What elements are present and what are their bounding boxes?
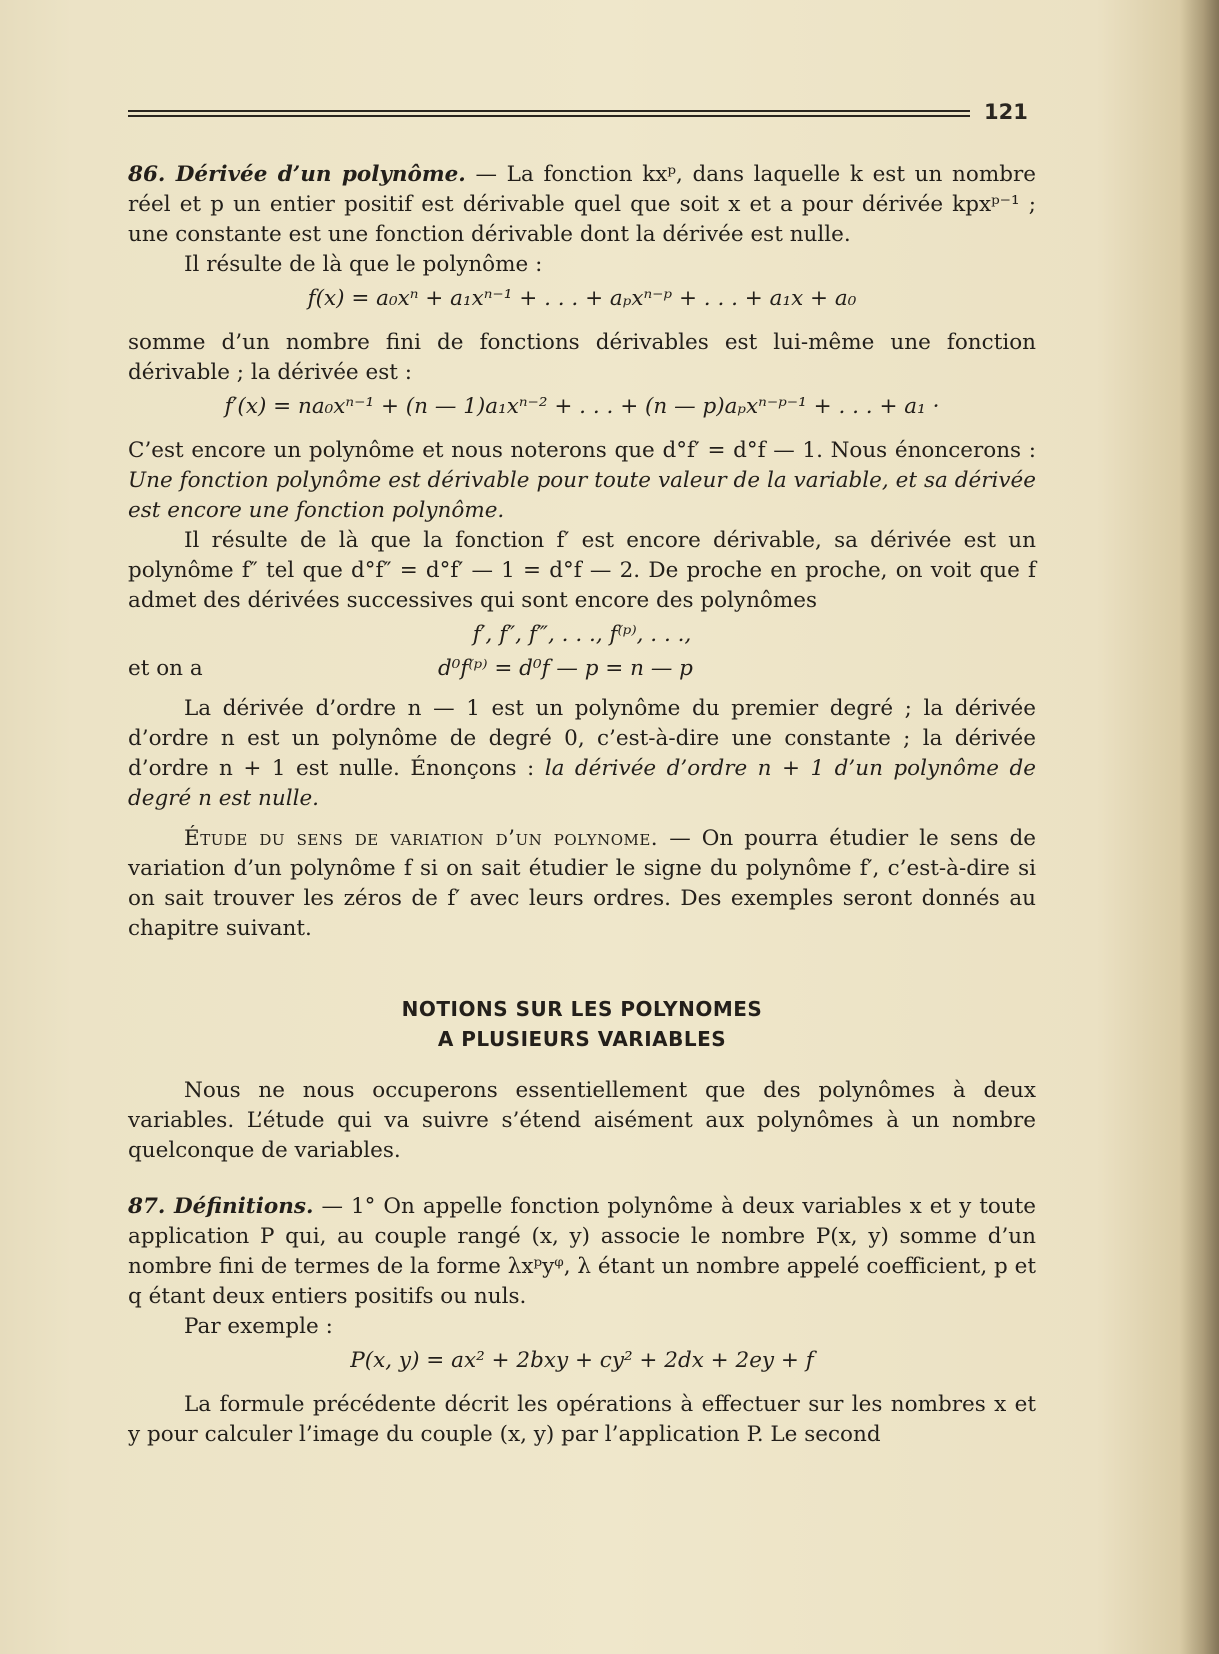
paragraph: somme d’un nombre fini de fonctions dérivables est lui-même une fonction dérivable ; la dérivée est : — [128, 330, 1036, 385]
heading-line: NOTIONS SUR LES POLYNOMES — [401, 997, 763, 1021]
equation-successive-derivatives: f′, f″, f‴, . . ., f⁽ᵖ⁾, . . ., — [472, 622, 692, 647]
page-number: 121 — [984, 100, 1028, 124]
paragraph: Par exemple : — [184, 1314, 333, 1339]
text: — On pourra étudier le sens de variation d’un polynôme f si on sait étudier le signe du polynôme f′, c’est-à-dire si on sait trouver les zéros de f′ avec leurs ordres. Des exemples seront donnés au chapitre suivant. — [128, 826, 1036, 941]
equation-polynomial: f(x) = a₀xⁿ + a₁xⁿ⁻¹ + . . . + aₚxⁿ⁻ᵖ + . . . + a₁x + a₀ — [307, 286, 857, 311]
equation-derivative: f′(x) = na₀xⁿ⁻¹ + (n — 1)a₁xⁿ⁻² + . . . + (n — p)aₚxⁿ⁻ᵖ⁻¹ + . . . + a₁ · — [224, 394, 940, 419]
header-rule — [128, 110, 970, 118]
equation-label: et on a — [128, 656, 203, 681]
paragraph: La formule précédente décrit les opérations à effectuer sur les nombres x et y pour calculer l’image du couple (x, y) par l’application P. Le second — [128, 1392, 1036, 1447]
section-86-text: — La fonction kxᵖ, dans laquelle k est un nombre réel et p un entier positif est dérivable quel que soit x et a pour dérivée kpxᵖ⁻¹ ; une constante est une fonction dérivable dont la dérivée est nulle. — [128, 162, 1036, 247]
section-87-text: — 1° On appelle fonction polynôme à deux variables x et y toute application P qui, au couple rangé (x, y) associe le nombre P(x, y) somme d’un nombre fini de termes de la forme λxᵖyᵠ, λ étant un nombre appelé coefficient, p et q étant deux entiers positifs ou nuls. — [128, 1194, 1036, 1309]
equation-degree: d⁰f⁽ᵖ⁾ = d⁰f — p = n — p — [438, 656, 693, 681]
theorem-text: la dérivée d’ordre n + 1 d’un polynôme de degré n est nulle. — [128, 756, 1036, 811]
theorem-text: Une fonction polynôme est dérivable pour toute valeur de la variable, et sa dérivée est encore une fonction polynôme. — [128, 468, 1036, 523]
paragraph-87-intro — [128, 1192, 1036, 1312]
page-body — [128, 160, 1036, 1450]
paragraph-statement — [128, 436, 1036, 526]
equation-example: P(x, y) = ax² + 2bxy + cy² + 2dx + 2ey + f — [350, 1348, 814, 1373]
paragraph-86-intro — [128, 160, 1036, 250]
equation-degree-row — [128, 654, 1036, 684]
spine-shadow — [1179, 0, 1219, 1654]
section-86-title: 86. Dérivée d’un polynôme. — [128, 162, 466, 187]
paragraph-variation — [128, 824, 1036, 944]
paragraph-statement — [128, 694, 1036, 814]
section-heading — [128, 994, 1036, 1054]
paragraph: Il résulte de là que la fonction f′ est encore dérivable, sa dérivée est un polynôme f″ tel que d°f″ = d°f′ — 1 = d°f — 2. De proche en proche, on voit que f admet des dérivées successives qui sont encore des polynômes — [128, 528, 1036, 613]
heading-line: A PLUSIEURS VARIABLES — [437, 1027, 727, 1051]
text: C’est encore un polynôme et nous noterons que d°f′ = d°f — 1. Nous énoncerons : — [128, 438, 1036, 463]
section-87-title: 87. Définitions. — [128, 1194, 314, 1219]
paragraph: Il résulte de là que le polynôme : — [184, 252, 543, 277]
paragraph-intro: Nous ne nous occuperons essentiellement que des polynômes à deux variables. L’étude qui va suivre s’étend aisément aux polynômes à un nombre quelconque de variables. — [128, 1078, 1036, 1163]
subsection-title: Étude du sens de variation d’un polynome. — [184, 826, 659, 851]
text: La dérivée d’ordre n — 1 est un polynôme du premier degré ; la dérivée d’ordre n est un polynôme de degré 0, c’est-à-dire une constante ; la dérivée d’ordre n + 1 est nulle. Énonçons : — [128, 696, 1036, 781]
